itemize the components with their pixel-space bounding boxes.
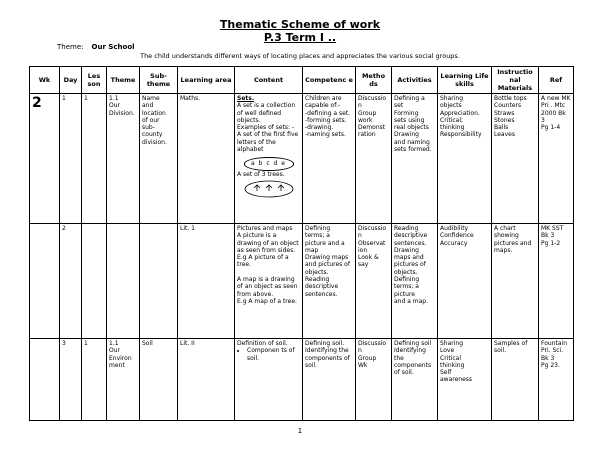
lesson-cell: 1 bbox=[82, 94, 107, 224]
set-oval: a b c d e bbox=[244, 157, 294, 170]
learning-area-cell: Lit. II bbox=[178, 339, 235, 421]
learning-area-cell: Maths. bbox=[178, 94, 235, 224]
activities-cell: Defining soil Identifying the components of soil. bbox=[392, 339, 438, 421]
materials-cell: Samples of soil. bbox=[492, 339, 539, 421]
day-cell: 3 bbox=[60, 339, 82, 421]
subtheme-cell bbox=[140, 224, 178, 339]
theme-line bbox=[57, 43, 135, 51]
competence-cell: Defining terms; a picture and a map Drawing maps and pictures of objects. Reading descriptive sentences. bbox=[303, 224, 356, 339]
trees-set-icon bbox=[244, 180, 294, 198]
column-header: Les son bbox=[82, 67, 107, 94]
methods-cell: Discussio n Observat ion Look & say bbox=[356, 224, 392, 339]
activities-cell: Defining a set Forming sets using real objects Drawing and naming sets formed. bbox=[392, 94, 438, 224]
document-title: Thematic Scheme of work bbox=[219, 18, 381, 31]
table-row bbox=[30, 94, 574, 224]
theme-cell: 1.1 Our Division. bbox=[107, 94, 140, 224]
page-number: 1 bbox=[297, 427, 303, 435]
skills-cell: Sharing Love Critical thinking Self awareness bbox=[438, 339, 492, 421]
skills-cell: Sharing objects Appreciation. Critical; thinking Responsibility bbox=[438, 94, 492, 224]
day-cell: 2 bbox=[60, 224, 82, 339]
lesson-cell: 1 bbox=[82, 339, 107, 421]
materials-cell: A chart showing pictures and maps. bbox=[492, 224, 539, 339]
theme-label: Theme: bbox=[57, 43, 84, 51]
column-header: Learning area bbox=[178, 67, 235, 94]
materials-cell: Bottle tops Counters Straws Stones Balls Leaves bbox=[492, 94, 539, 224]
column-header: Instructio nal Materials bbox=[492, 67, 539, 94]
table-row bbox=[30, 224, 574, 339]
content-cell: Pictures and maps A picture is a drawing of an object as seen from sides. E.g A picture of a tree. A map is a drawing of an object as seen from above. E.g A map of a tree. bbox=[235, 224, 303, 339]
column-header: Theme bbox=[107, 67, 140, 94]
content-text: Definition of soil. bbox=[237, 340, 288, 347]
content-cell bbox=[235, 94, 303, 224]
methods-cell: Discussio n Group Wk bbox=[356, 339, 392, 421]
column-header: Content bbox=[235, 67, 303, 94]
theme-cell bbox=[107, 224, 140, 339]
methods-cell: Discussio n Group work Demonst ration bbox=[356, 94, 392, 224]
document-subtitle: P.3 Term I .. bbox=[263, 31, 337, 44]
column-header: Wk bbox=[30, 67, 60, 94]
column-header: Sub- theme bbox=[140, 67, 178, 94]
intro-text: The child understands different ways of locating places and appreciates the various social groups. bbox=[140, 52, 460, 60]
scheme-table bbox=[29, 66, 574, 421]
column-header: Competenc e bbox=[303, 67, 356, 94]
table-row bbox=[30, 339, 574, 421]
ref-cell: MK SST Bk 3 Pg 1-2 bbox=[539, 224, 574, 339]
week-cell bbox=[30, 339, 60, 421]
competence-cell: Defining soil. Identifying the components of soil. bbox=[303, 339, 356, 421]
learning-area-cell: Lit. 1 bbox=[178, 224, 235, 339]
content-heading: Sets. bbox=[237, 95, 255, 102]
column-header: Day bbox=[60, 67, 82, 94]
subtheme-cell: Soil bbox=[140, 339, 178, 421]
week-cell bbox=[30, 224, 60, 339]
column-header: Activities bbox=[392, 67, 438, 94]
competence-cell: Children are capable of:- -defining a set. -forming sets. -drawing. -naming sets. bbox=[303, 94, 356, 224]
table-header-row bbox=[30, 67, 574, 94]
lesson-cell bbox=[82, 224, 107, 339]
ref-cell: Fountain Pri. Sci. Bk 3 Pg 23. bbox=[539, 339, 574, 421]
content-bullet: • Componen ts of soil. bbox=[247, 347, 300, 362]
skills-cell: Audibility Confidence Accuracy bbox=[438, 224, 492, 339]
content-text: A set is a collection of well defined objects. Examples of sets: - A set of the first five letters of the alphabet bbox=[237, 102, 299, 154]
column-header: Metho ds bbox=[356, 67, 392, 94]
activities-cell: Reading descriptive sentences. Drawing maps and pictures of objects. Defining terms; a picture and a map. bbox=[392, 224, 438, 339]
theme-value: Our School bbox=[91, 43, 135, 51]
subtheme-cell: Name and location of our sub- county division. bbox=[140, 94, 178, 224]
column-header: Ref bbox=[539, 67, 574, 94]
content-tail: A set of 3 trees. bbox=[237, 170, 285, 178]
day-cell: 1 bbox=[60, 94, 82, 224]
content-cell bbox=[235, 339, 303, 421]
ref-cell: A new MK Pri . Mtc 2000 Bk 3 Pg 1-4 bbox=[539, 94, 574, 224]
content-bullet-list bbox=[237, 347, 300, 362]
theme-cell: 1.1 Our Environ ment bbox=[107, 339, 140, 421]
column-header: Learning Life skills bbox=[438, 67, 492, 94]
week-cell: 2 bbox=[30, 94, 60, 224]
